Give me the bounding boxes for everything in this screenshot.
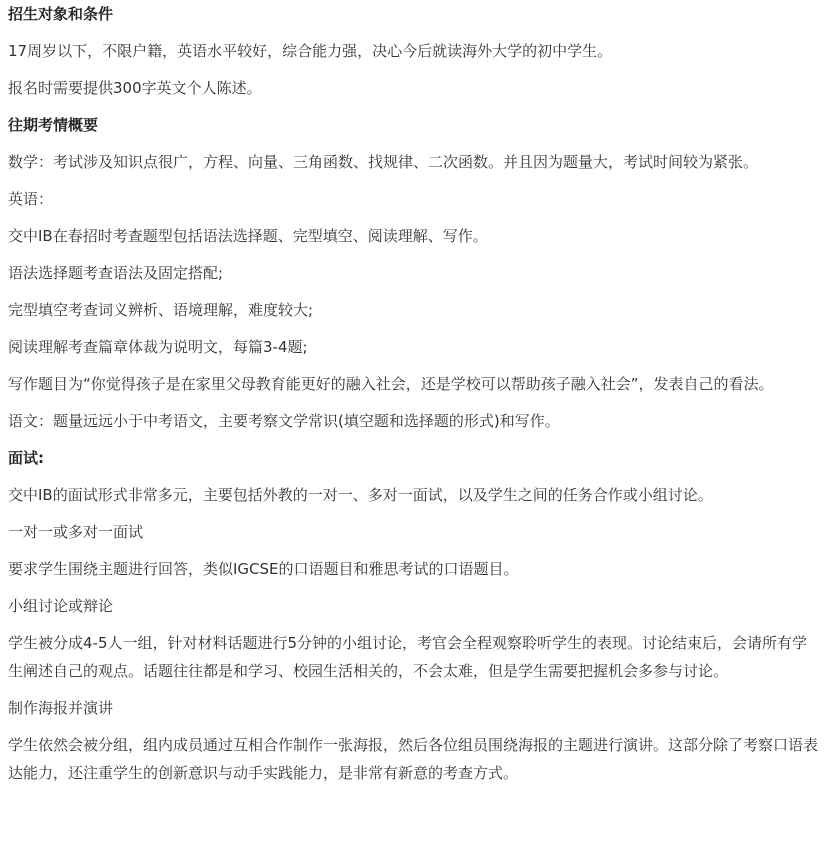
section-heading-past-exams: 往期考情概要 — [8, 116, 99, 134]
paragraph-english-types: 交中IB在春招时考查题型包括语法选择题、完型填空、阅读理解、写作。 — [8, 227, 488, 245]
paragraph-math: 数学：考试涉及知识点很广，方程、向量、三角函数、找规律、二次函数。并且因为题量大，考试时间较为紧张。 — [8, 153, 759, 171]
paragraph-eligibility: 17周岁以下，不限户籍，英语水平较好，综合能力强，决心今后就读海外大学的初中学生。 — [8, 42, 613, 60]
paragraph-english-cloze: 完型填空考查词义辨析、语境理解，难度较大; — [8, 301, 314, 319]
paragraph-english-grammar: 语法选择题考查语法及固定搭配; — [8, 264, 224, 282]
paragraph-group-discussion: 学生被分成4-5人一组，针对材料话题进行5分钟的小组讨论，考官会全程观察聆听学生的表现。讨论结束后，会请所有学生阐述自己的观点。话题往往都是和学习、校园生活相关的，不会太难，但是学生需要把握机会多参与讨论。 — [8, 634, 808, 680]
paragraph-interview-intro: 交中IB的面试形式非常多元，主要包括外教的一对一、多对一面试，以及学生之间的任务合作或小组讨论。 — [8, 486, 713, 504]
section-heading-interview: 面试: — [8, 449, 44, 467]
paragraph-one-on-one: 要求学生围绕主题进行回答，类似IGCSE的口语题目和雅思考试的口语题目。 — [8, 560, 519, 578]
subheading-group-discussion: 小组讨论或辩论 — [8, 597, 114, 615]
subheading-poster-speech: 制作海报并演讲 — [8, 699, 114, 717]
paragraph-chinese: 语文：题量远远小于中考语文，主要考察文学常识(填空题和选择题的形式)和写作。 — [8, 412, 560, 430]
paragraph-english-reading: 阅读理解考查篇章体裁为说明文，每篇3-4题; — [8, 338, 308, 356]
paragraph-poster-speech: 学生依然会被分组，组内成员通过互相合作制作一张海报，然后各位组员围绕海报的主题进行演讲。这部分除了考察口语表达能力，还注重学生的创新意识与动手实践能力，是非常有新意的考查方式。 — [8, 736, 819, 782]
subheading-one-on-one: 一对一或多对一面试 — [8, 523, 144, 541]
paragraph-english-writing: 写作题目为“你觉得孩子是在家里父母教育能更好的融入社会，还是学校可以帮助孩子融入社会”，发表自己的看法。 — [8, 375, 774, 393]
paragraph-english-label: 英语： — [8, 190, 54, 208]
paragraph-personal-statement: 报名时需要提供300字英文个人陈述。 — [8, 79, 262, 97]
section-heading-admission: 招生对象和条件 — [8, 5, 114, 23]
